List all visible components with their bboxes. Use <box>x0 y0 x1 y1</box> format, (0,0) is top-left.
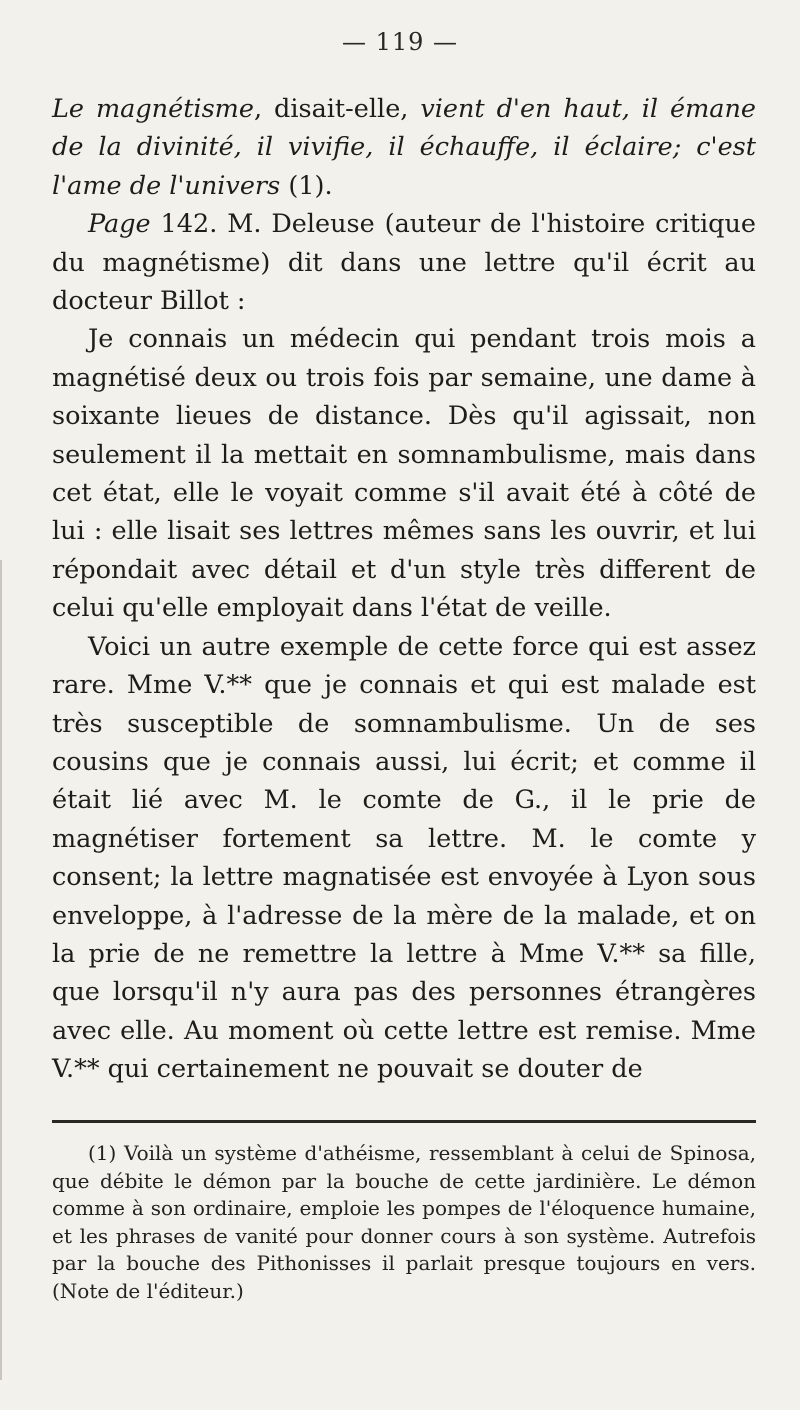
paragraph-2 <box>52 205 756 320</box>
italic-lead: Page <box>88 209 151 240</box>
main-text <box>52 90 756 1089</box>
text-span: , disait-elle, <box>253 94 421 124</box>
footnote-text: (1) Voilà un système d'athéisme, ressemblant à celui de Spinosa, que débite le démon par la bouche de cette jardinière. Le démon comme à son ordinaire, emploie les pompes de l'éloquence humaine, et les phrases de vanité pour donner cours à son système. Autrefois par la bouche des Pithonisses il parlait presque toujours en vers. (Note de l'éditeur.) <box>52 1141 756 1303</box>
italic-lead: Le magnétisme <box>52 94 254 124</box>
page-edge-shadow <box>0 560 2 1380</box>
footnote <box>52 1140 756 1305</box>
footnote-rule <box>52 1120 756 1123</box>
italic-quote: vient d'en haut, il émane de la divinité, il vivifie, il échauffe, il éclaire; c'est l'ame de l'univers <box>52 94 756 201</box>
paragraph-1 <box>52 90 756 205</box>
text-span: 142. M. Deleuse (auteur de l'histoire critique du magnétisme) dit dans une lettre qu'il écrit au docteur Billot : <box>52 209 756 317</box>
paragraph-4: Voici un autre exemple de cette force qui est assez rare. Mme V.** que je connais et qui est malade est très susceptible de somnambulisme. Un de ses cousins que je connais aussi, lui écrit; et comme il était lié avec M. le comte de G., il le prie de magnétiser fortement sa lettre. M. le comte y consent; la lettre magnatisée est envoyée à Lyon sous enveloppe, à l'adresse de la mère de la malade, et on la prie de ne remettre la lettre à Mme V.** sa fille, que lorsqu'il n'y aura pas des personnes étrangères avec elle. Au moment où cette lettre est remise. Mme V.** qui certainement ne pouvait se douter de <box>52 631 756 1085</box>
paragraph-3: Je connais un médecin qui pendant trois mois a magnétisé deux ou trois fois par semaine, une dame à soixante lieues de distance. Dès qu'il agissait, non seulement il la mettait en somnambulisme, mais dans cet état, elle le voyait comme s'il avait été à côté de lui : elle lisait ses lettres mêmes sans les ouvrir, et lui répondait avec détail et d'un style très different de celui qu'elle employait dans l'état de veille. <box>52 324 756 624</box>
text-span: (1). <box>280 170 333 201</box>
page-number: — 119 — <box>341 28 459 56</box>
